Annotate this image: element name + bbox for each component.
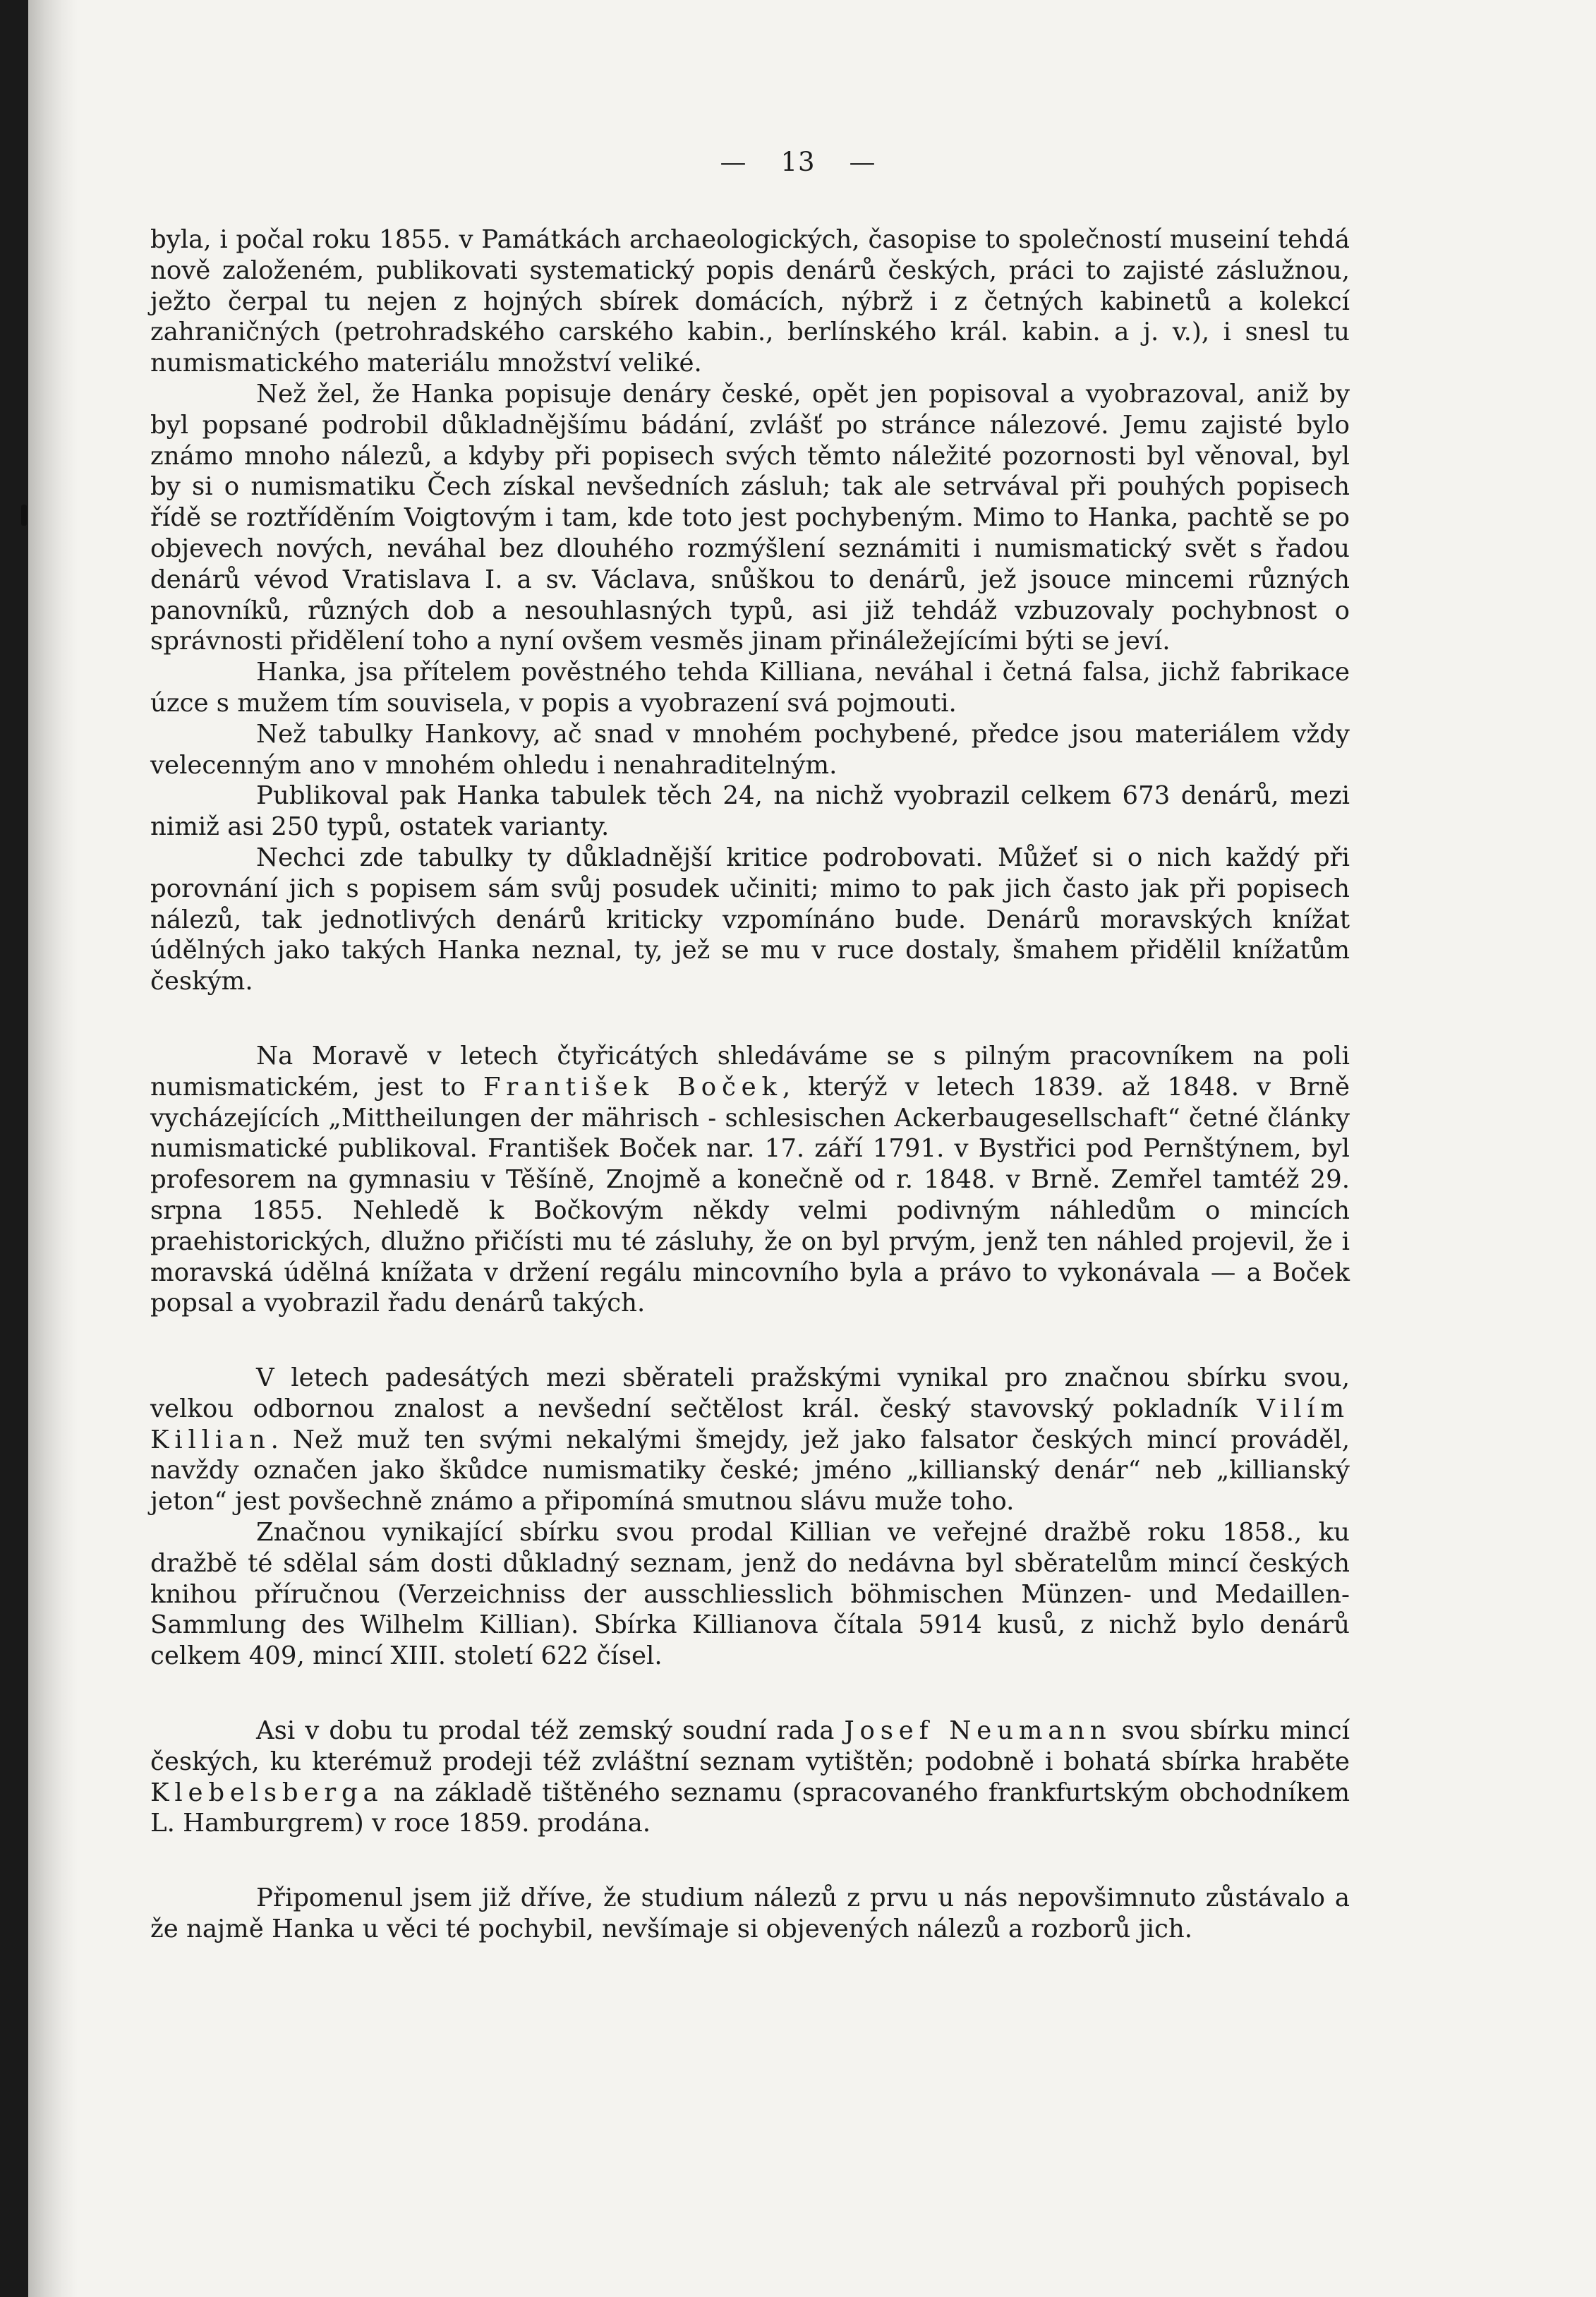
page-number-dash-right: —: [849, 147, 876, 177]
text-run: Značnou vynikající sbírku svou prodal Killian ve veřejné dražbě roku 1858., ku dražbě té sdělal sám dosti důkladný seznam, jenž do nedávna byl sběratelům mincí českých knihou příručnou (Verzeichniss der ausschliesslich böhmischen Münzen- und Medaillen-Sammlung des Wilhelm Killian). Sbírka Killianova čítala 5914 kusů, z nichž bylo denárů celkem 409, mincí XIII. století 622 čísel.: [150, 1518, 1350, 1671]
text-run: Asi v dobu tu prodal též zemský soudní rada: [256, 1716, 845, 1746]
text-run: Připomenul jsem již dříve, že studium nálezů z prvu u nás nepovšimnuto zůstávalo a že najmě Hanka u věci té pochybil, nevšímaje si objevených nálezů a rozborů jich.: [150, 1883, 1350, 1944]
paragraph: [150, 843, 1350, 997]
paragraph: [150, 1883, 1350, 1945]
text-run: , kterýž v letech 1839. až 1848. v Brně vycházejících „Mittheilungen der mährisch - schlesischen Ackerbaugesellschaft“ četné články numismatické publikoval. František Boček nar. 17. září 1791. v Bystřici pod Pernštýnem, byl profesorem na gymnasiu v Těšíně, Znojmě a konečně od r. 1848. v Brně. Zemřel tamtéž 29. srpna 1855. Nehledě k Bočkovým někdy velmi podivným náhledům o mincích praehistorických, dlužno přičísti mu té zásluhy, že on byl prvým, jenž ten náhled projevil, že i moravská údělná knížata v držení regálu mincovního byla a právo to vykonávala — a Boček popsal a vyobrazil řadu denárů takých.: [150, 1072, 1350, 1318]
page-number: [0, 147, 1596, 177]
paragraph: [150, 719, 1350, 781]
text-run: byla, i počal roku 1855. v Památkách archaeologických, časopise to společností museiní tehdá nově založeném, publikovati systematický popis denárů českých, práci to zajisté záslužnou, ježto čerpal tu nejen z hojných sbírek domácích, nýbrž i z četných kabinetů a kolekcí zahraničných (petrohradského carského kabin., berlínského král. kabin. a j. v.), i snesl tu numismatického materiálu množství veliké.: [150, 225, 1350, 378]
binding-shadow: [28, 0, 78, 2297]
text-run: svou sbírku mincí českých, ku kterémuž prodeji též zvláštní seznam vytištěn; podobně i bohatá sbírka hraběte: [150, 1716, 1350, 1776]
page-number-dash-left: —: [720, 147, 747, 177]
body-text: [150, 224, 1350, 1945]
text-run: Na Moravě v letech čtyřicátých shledáváme se s pilným pracovníkem na poli numismatickém, jest to: [150, 1041, 1350, 1102]
text-run: Hanka, jsa přítelem pověstného tehda Killiana, neváhal i četná falsa, jichž fabrikace úzce s mužem tím souvisela, v popis a vyobrazení svá pojmouti.: [150, 658, 1350, 718]
text-run: . Než muž ten svými nekalými šmejdy, jež jako falsator českých mincí prováděl, navždy označen jako škůdce numismatiky české; jméno „killianský denár“ neb „killianský jeton“ jest povšechně známo a připomíná smutnou slávu muže toho.: [150, 1425, 1350, 1517]
paragraph: [150, 1716, 1350, 1839]
paragraph: [150, 657, 1350, 719]
paragraph: [150, 379, 1350, 657]
text-run: na základě tištěného seznamu (spracovaného frankfurtským obchodníkem L. Hamburgrem) v roce 1859. prodána.: [150, 1778, 1350, 1838]
spaced-name: Klebelsberga: [150, 1778, 384, 1807]
spaced-name: František Boček: [483, 1072, 782, 1102]
paragraph: [150, 1041, 1350, 1319]
text-run: Než žel, že Hanka popisuje denáry české, opět jen popisoval a vyobrazoval, aniž by byl popsané podrobil důkladnějšímu bádání, zvlášť po stránce nálezové. Jemu zajisté bylo známo mnoho nálezů, a kdyby při popisech svých těmto náležité pozornosti byl věnoval, byl by si o numismatiku Čech získal nevšedních zásluh; tak ale setrvával při pouhých popisech řídě se roztříděním Voigtovým i tam, kde toto jest pochybeným. Mimo to Hanka, pachtě se po objevech nových, neváhal bez dlouhého rozmýšlení seznámiti i numismatický svět s řadou denárů vévod Vratislava I. a sv. Václava, snůškou to denárů, jež jsouce mincemi různých panovníků, různých dob a nesouhlasných typů, asi již tehdáž vzbuzovaly pochybnost o správnosti přidělení toho a nyní ovšem vesměs jinam přináležejícími býti se jeví.: [150, 379, 1350, 656]
page-number-value: 13: [780, 147, 816, 177]
paragraph: [150, 224, 1350, 379]
paragraph: [150, 1517, 1350, 1672]
text-run: Publikoval pak Hanka tabulek těch 24, na nichž vyobrazil celkem 673 denárů, mezi nimiž asi 250 typů, ostatek varianty.: [150, 781, 1350, 842]
text-run: Nechci zde tabulky ty důkladnější kritice podrobovati. Můžeť si o nich každý při porovnání jich s popisem sám svůj posudek učiniti; mimo to pak jich často jak při popisech nálezů, tak jednotlivých denárů kriticky vzpomínáno bude. Denárů moravských knížat údělných jako takých Hanka neznal, ty, jež se mu v ruce dostaly, šmahem přidělil knížatům českým.: [150, 843, 1350, 996]
text-run: Než tabulky Hankovy, ač snad v mnohém pochybené, předce jsou materiálem vždy velecenným ano v mnohém ohledu i nenahraditelným.: [150, 719, 1350, 780]
text-run: V letech padesátých mezi sběrateli pražskými vynikal pro značnou sbírku svou, velkou odbornou znalost a nevšední sečtělost král. český stavovský pokladník: [150, 1363, 1350, 1423]
paragraph: [150, 1363, 1350, 1517]
spaced-name: Josef Neumann: [844, 1716, 1112, 1746]
spine-mark: [21, 505, 27, 526]
paragraph: [150, 780, 1350, 843]
spaced-name: Vilím Killian: [150, 1394, 1350, 1454]
